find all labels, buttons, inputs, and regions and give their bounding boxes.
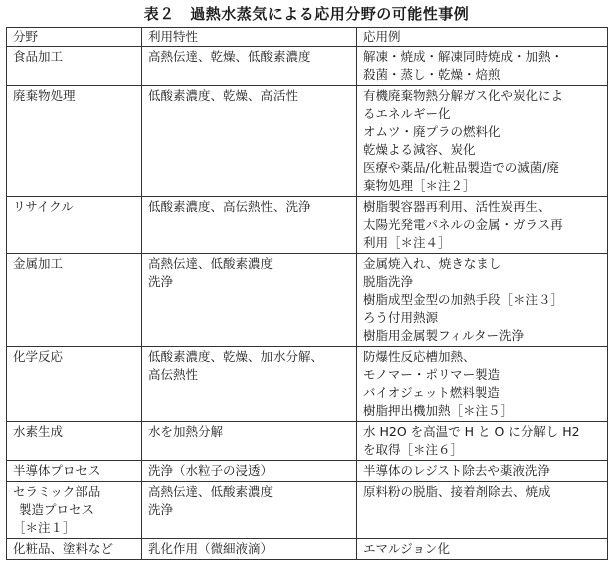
field-cell [7,86,142,197]
header-applications: 応用例 [357,28,608,47]
applications-text: 殺菌・蒸し・乾燥・焙煎 [363,67,501,82]
characteristics-cell [142,422,357,461]
applications-text: 有機廃棄物熱分解ガス化や炭化によ [363,88,564,103]
applications-text: るエネルギー化 [363,106,451,121]
header-field: 分野 [7,28,142,47]
applications-text: 原料粉の脱脂、接着剤除去、焼成 [363,484,551,499]
field-text: 廃棄物処理 [13,88,76,103]
table-title: 表２ 過熱水蒸気による応用分野の可能性事例 [143,5,470,23]
applications-cell [357,422,608,461]
applications-text: 乾燥よる減容、炭化 [363,142,476,157]
field-cell [7,197,142,254]
field-cell [7,347,142,422]
applications-text: エマルジョン化 [363,541,450,556]
applications-text: オムツ・廃プラの燃料化 [363,124,501,139]
applications-table [6,27,608,560]
table-row [7,86,608,197]
characteristics-cell [142,461,357,482]
applications-cell [357,47,608,86]
table-row [7,422,608,461]
field-text: 金属加工 [13,256,64,271]
field-text: 化粧品、塗料など [13,541,114,556]
applications-cell [357,86,608,197]
applications-cell [357,461,608,482]
characteristics-text: 高伝熱性 [148,367,199,382]
applications-cell [357,254,608,347]
applications-text: を取得［＊注６］ [363,442,464,457]
applications-text: 防爆性反応槽加熱、 [363,349,476,364]
characteristics-cell [142,197,357,254]
field-cell [7,539,142,560]
applications-text: 金属焼入れ、焼きなまし [363,256,502,271]
table-row [7,482,608,539]
table-row [7,254,608,347]
applications-text: ろう付用熱源 [363,310,439,325]
applications-text: 太陽光発電パネルの金属・ガラス再 [363,217,563,232]
field-cell [7,422,142,461]
applications-text: 水 H2O を高温で H と O に分解し H2 [363,424,580,439]
characteristics-text: 高熱伝達、低酸素濃度 [148,256,274,271]
table-row [7,347,608,422]
characteristics-cell [142,86,357,197]
applications-cell [357,197,608,254]
applications-text: 脱脂洗浄 [363,274,414,289]
characteristics-text: 低酸素濃度、高伝熱性、洗浄 [148,199,311,214]
characteristics-text: 高熱伝達、低酸素濃度 [148,484,274,499]
field-cell [7,254,142,347]
characteristics-cell [142,482,357,539]
characteristics-text: 乳化作用（微細液滴） [148,541,274,556]
characteristics-text: 洗浄 [148,274,174,289]
field-text: 半導体プロセス [13,463,101,478]
characteristics-cell [142,254,357,347]
applications-text: 棄物処理［＊注２］ [363,178,476,193]
table-row [7,461,608,482]
field-cell [7,47,142,86]
applications-text: 樹脂用金属製フィルター洗浄 [363,328,525,343]
field-cell [7,461,142,482]
characteristics-cell [142,47,357,86]
table-row [7,47,608,86]
header-characteristics: 利用特性 [142,28,357,47]
characteristics-text: 洗浄 [148,502,174,517]
field-text: セラミック部品 [13,484,101,499]
field-cell [7,482,142,539]
characteristics-cell [142,539,357,560]
applications-text: 利用［＊注４］ [363,235,451,250]
table-row [7,197,608,254]
field-text: ［＊注１］ [13,520,76,535]
characteristics-cell [142,347,357,422]
characteristics-text: 高熱伝達、乾燥、低酸素濃度 [148,49,311,64]
characteristics-text: 洗浄（水粒子の浸透） [148,463,274,478]
applications-cell [357,482,608,539]
applications-text: 樹脂成型金型の加熱手段［＊注３］ [363,292,564,307]
applications-text: 樹脂製容器再利用、活性炭再生、 [363,199,551,214]
applications-cell [357,539,608,560]
applications-text: モノマー・ポリマー製造 [363,367,501,382]
field-text: 食品加工 [13,49,64,64]
applications-text: 樹脂押出機加熱［＊注５］ [363,403,514,418]
field-text: 水素生成 [13,424,64,439]
applications-cell [357,347,608,422]
field-text: 製造プロセス [19,502,95,517]
table-row [7,539,608,560]
applications-text: バイオジェット燃料製造 [363,385,500,400]
applications-text: 半導体のレジスト除去や薬液洗浄 [363,463,550,478]
table-header-row [7,28,608,47]
characteristics-text: 低酸素濃度、乾燥、加水分解、 [148,349,324,364]
applications-text: 解凍・焼成・解凍同時焼成・加熱・ [363,49,564,64]
field-text: リサイクル [13,199,74,214]
applications-text: 医療や薬品/化粧品製造での滅菌/廃 [363,160,559,175]
field-text: 化学反応 [13,349,64,364]
characteristics-text: 水を加熱分解 [148,424,224,439]
characteristics-text: 低酸素濃度、乾燥、高活性 [148,88,299,103]
